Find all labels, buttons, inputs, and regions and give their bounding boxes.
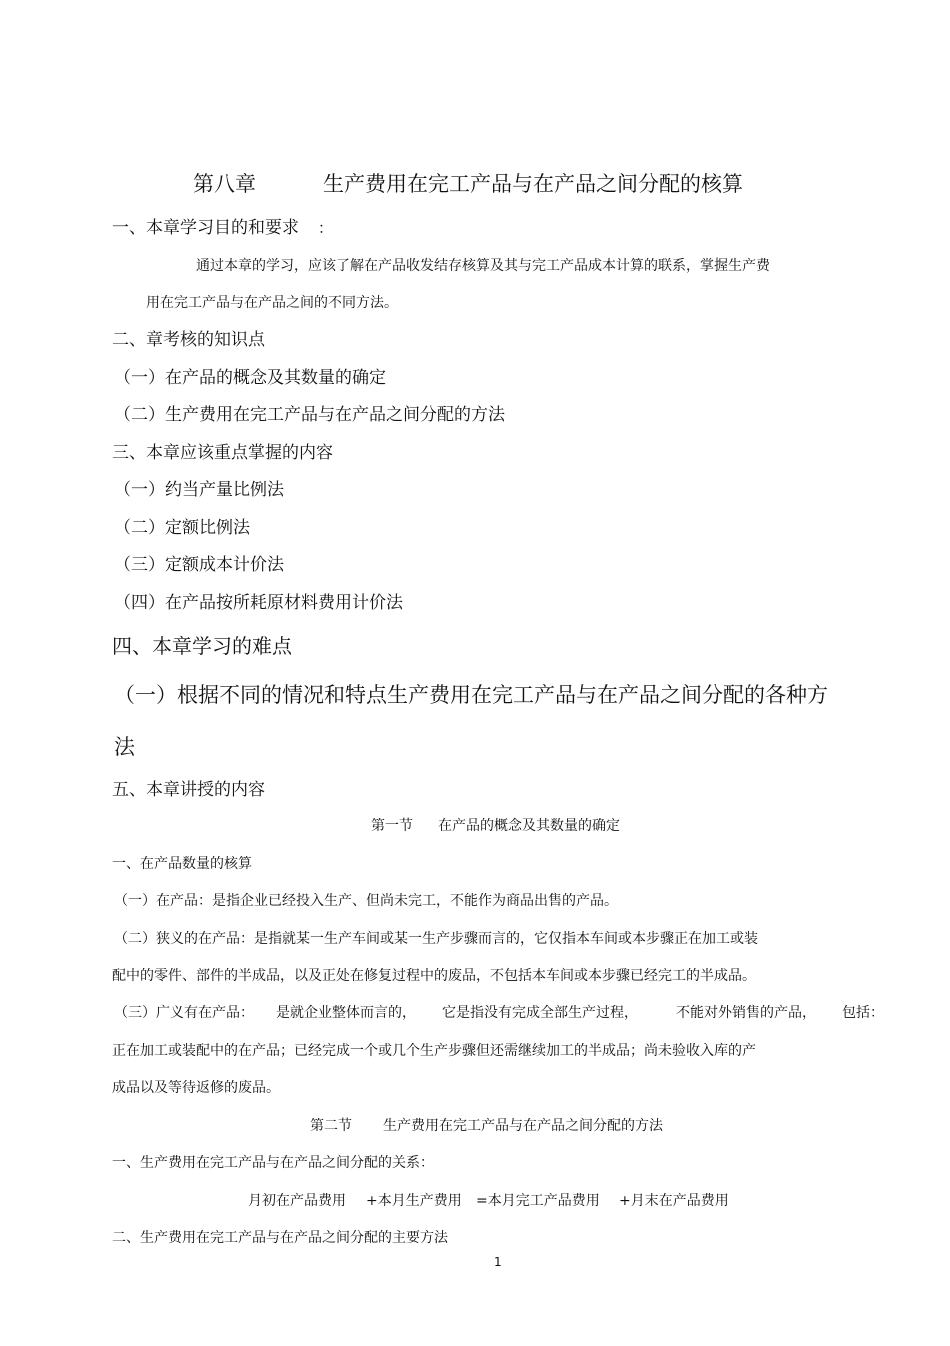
definition-line: （一）在产品：是指企业已经投入生产、但尚未完工，不能作为商品出售的产品。 — [114, 893, 618, 909]
definition-line: 配中的零件、部件的半成品，以及正处在修复过程中的废品，不包括本车间或本步骤已经完工的半成品。 — [112, 968, 756, 984]
section-label: 第一节 — [371, 818, 413, 834]
chapter-title: 生产费用在完工产品与在产品之间分配的核算 — [323, 172, 743, 196]
section-heading-3: 三、本章应该重点掌握的内容 — [112, 443, 333, 463]
list-item: （三）定额成本计价法 — [114, 555, 284, 575]
sub-heading: 二、生产费用在完工产品与在产品之间分配的主要方法 — [112, 1230, 448, 1246]
paragraph-line: 用在完工产品与在产品之间的不同方法。 — [146, 295, 398, 311]
formula-term: =本月完工产品费用 — [476, 1193, 600, 1209]
definition-fragment: 不能对外销售的产品， — [676, 1005, 816, 1021]
section-label: 第二节 — [310, 1118, 352, 1134]
definition-line: （二）狭义的在产品：是指就某一生产车间或某一生产步骤而言的，它仅指本车间或本步骤正在加工或装 — [114, 931, 758, 947]
sub-heading: 一、在产品数量的核算 — [112, 856, 252, 872]
section-title: 生产费用在完工产品与在产品之间分配的方法 — [383, 1118, 663, 1134]
section-heading-1-colon: ： — [318, 219, 334, 237]
section-heading-4: 四、本章学习的难点 — [112, 634, 292, 658]
formula-term: 月初在产品费用 — [248, 1193, 346, 1209]
list-item: （二）生产费用在完工产品与在产品之间分配的方法 — [114, 405, 505, 425]
page-number: 1 — [494, 1255, 502, 1269]
list-item: （一）约当产量比例法 — [114, 480, 284, 500]
list-item: （二）定额比例法 — [114, 518, 250, 538]
section-heading-5: 五、本章讲授的内容 — [112, 780, 265, 800]
list-item: （一）在产品的概念及其数量的确定 — [114, 368, 386, 388]
sub-heading: 一、生产费用在完工产品与在产品之间分配的关系： — [112, 1155, 434, 1171]
definition-line: 正在加工或装配中的在产品；已经完成一个或几个生产步骤但还需继续加工的半成品；尚未验收入库的产 — [112, 1043, 756, 1059]
formula-term: +本月生产费用 — [366, 1193, 462, 1209]
definition-fragment: 是就企业整体而言的， — [276, 1005, 416, 1021]
difficulty-item-line: 法 — [114, 735, 135, 759]
chapter-label: 第八章 — [193, 172, 256, 196]
section-title: 在产品的概念及其数量的确定 — [438, 818, 620, 834]
definition-fragment: （三）广义有在产品： — [114, 1005, 254, 1021]
formula-term: +月末在产品费用 — [619, 1193, 729, 1209]
paragraph-line: 通过本章的学习，应该了解在产品收发结存核算及其与完工产品成本计算的联系，掌握生产费 — [196, 258, 770, 274]
definition-line: 成品以及等待返修的废品。 — [112, 1080, 280, 1096]
definition-fragment: 包括： — [842, 1005, 884, 1021]
definition-fragment: 它是指没有完成全部生产过程， — [442, 1005, 638, 1021]
section-heading-1: 一、本章学习目的和要求 — [112, 218, 299, 238]
section-heading-2: 二、章考核的知识点 — [112, 330, 265, 350]
difficulty-item-line: （一）根据不同的情况和特点生产费用在完工产品与在产品之间分配的各种方 — [114, 683, 828, 707]
list-item: （四）在产品按所耗原材料费用计价法 — [114, 593, 403, 613]
